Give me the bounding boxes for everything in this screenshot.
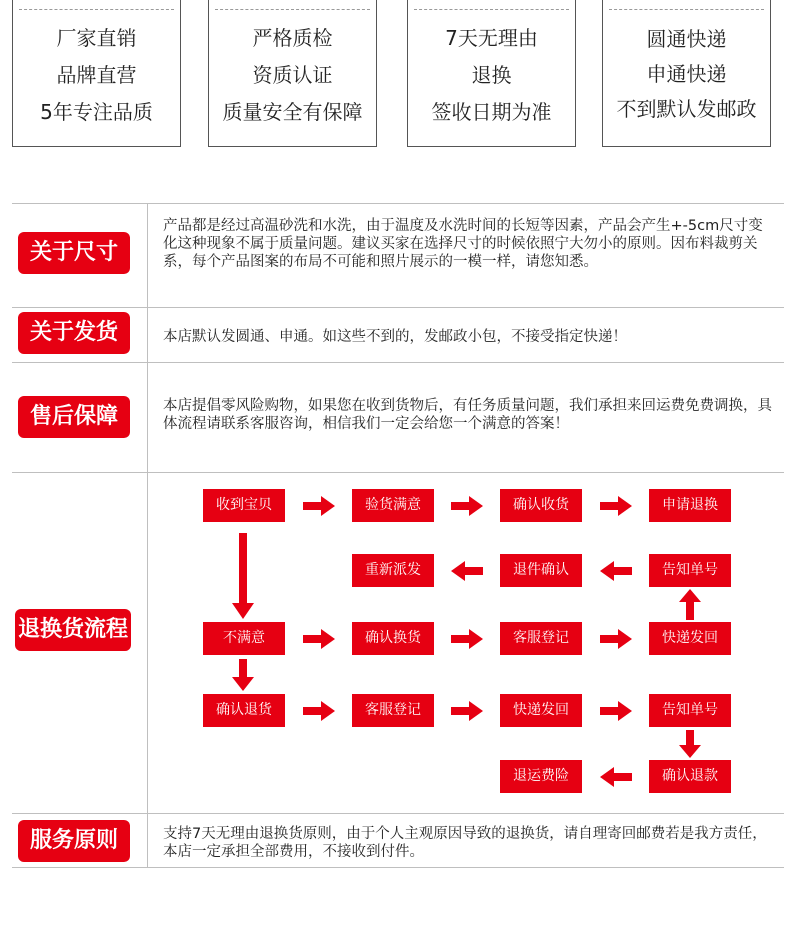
section-label-process: 退换货流程: [15, 609, 131, 651]
arrow-left-icon: [600, 561, 632, 581]
divider: [12, 203, 784, 204]
section-text-principle: 支持7天无理由退换货原则，由于个人主观原因导致的退换货，请自理寄回邮费若是我方责任，本店一定承担全部费用，不接收到付件。: [163, 826, 767, 860]
promise-line: 厂家直销: [56, 26, 137, 50]
promise-line: 退换: [471, 63, 512, 87]
flow-step: 快递发回: [649, 622, 731, 655]
flow-step: 收到宝贝: [203, 489, 285, 522]
section-text-shipping: 本店默认发圆通、申通。如这些不到的，发邮政小包，不接受指定快递！: [163, 329, 627, 345]
arrow-right-icon: [303, 629, 335, 649]
dashed-divider: [215, 9, 370, 10]
flow-step: 重新派发: [352, 554, 434, 587]
flow-step: 确认退货: [203, 694, 285, 727]
promise-line: 签收日期为准: [431, 100, 552, 124]
flow-step: 确认收货: [500, 489, 582, 522]
promise-box-courier: [602, 0, 771, 147]
promise-line: 7天无理由: [445, 26, 538, 50]
arrow-up-icon: [679, 589, 701, 620]
divider: [12, 472, 784, 473]
arrow-down-icon: [679, 730, 701, 758]
promise-line: 5年专注品质: [40, 100, 153, 124]
flow-step: 客服登记: [352, 694, 434, 727]
dashed-divider: [414, 9, 569, 10]
promise-box-factory: [12, 0, 181, 147]
section-text-size: 产品都是经过高温砂洗和水洗，由于温度及水洗时间的长短等因素，产品会产生+-5cm尺寸变化这种现象不属于质量问题。建议买家在选择尺寸的时候依照宁大勿小的原则。因布料裁剪关系，每个产品图案的布局不可能和照片展示的一模一样，请您知悉。: [163, 218, 763, 270]
arrow-right-icon: [451, 496, 483, 516]
arrow-right-icon: [303, 496, 335, 516]
section-label-aftersale: 售后保障: [18, 396, 130, 438]
dashed-divider: [609, 9, 764, 10]
promise-box-quality: [208, 0, 377, 147]
divider: [12, 813, 784, 814]
dashed-divider: [19, 9, 174, 10]
arrow-left-icon: [600, 767, 632, 787]
flow-step: 申请退换: [649, 489, 731, 522]
flow-step: 确认换货: [352, 622, 434, 655]
promise-line: 申通快递: [646, 62, 727, 86]
arrow-down-icon: [232, 659, 254, 691]
flow-step: 退件确认: [500, 554, 582, 587]
arrow-right-icon: [451, 629, 483, 649]
promise-line: 严格质检: [252, 26, 333, 50]
flow-step: 告知单号: [649, 554, 731, 587]
section-label-principle: 服务原则: [18, 820, 130, 862]
promise-line: 圆通快递: [646, 27, 727, 51]
arrow-right-icon: [451, 701, 483, 721]
flow-step: 确认退款: [649, 760, 731, 793]
flow-step: 验货满意: [352, 489, 434, 522]
promise-line: 不到默认发邮政: [616, 97, 757, 121]
arrow-left-icon: [451, 561, 483, 581]
column-divider: [147, 203, 148, 868]
promise-line: 品牌直营: [56, 63, 137, 87]
flow-step: 退运费险: [500, 760, 582, 793]
section-text-aftersale: 本店提倡零风险购物，如果您在收到货物后，有任务质量问题，我们承担来回运费免费调换，具体流程请联系客服咨询，相信我们一定会给您一个满意的答案！: [163, 398, 772, 432]
arrow-right-icon: [303, 701, 335, 721]
arrow-right-icon: [600, 496, 632, 516]
flow-step: 不满意: [203, 622, 285, 655]
arrow-down-icon: [232, 533, 254, 619]
divider: [12, 362, 784, 363]
divider: [12, 867, 784, 868]
flow-step: 客服登记: [500, 622, 582, 655]
promise-box-return: [407, 0, 576, 147]
promise-line: 资质认证: [252, 63, 333, 87]
divider: [12, 307, 784, 308]
section-label-shipping: 关于发货: [18, 312, 130, 354]
promise-line: 质量安全有保障: [222, 100, 363, 124]
arrow-right-icon: [600, 629, 632, 649]
flow-step: 告知单号: [649, 694, 731, 727]
section-label-size: 关于尺寸: [18, 232, 130, 274]
arrow-right-icon: [600, 701, 632, 721]
flow-step: 快递发回: [500, 694, 582, 727]
